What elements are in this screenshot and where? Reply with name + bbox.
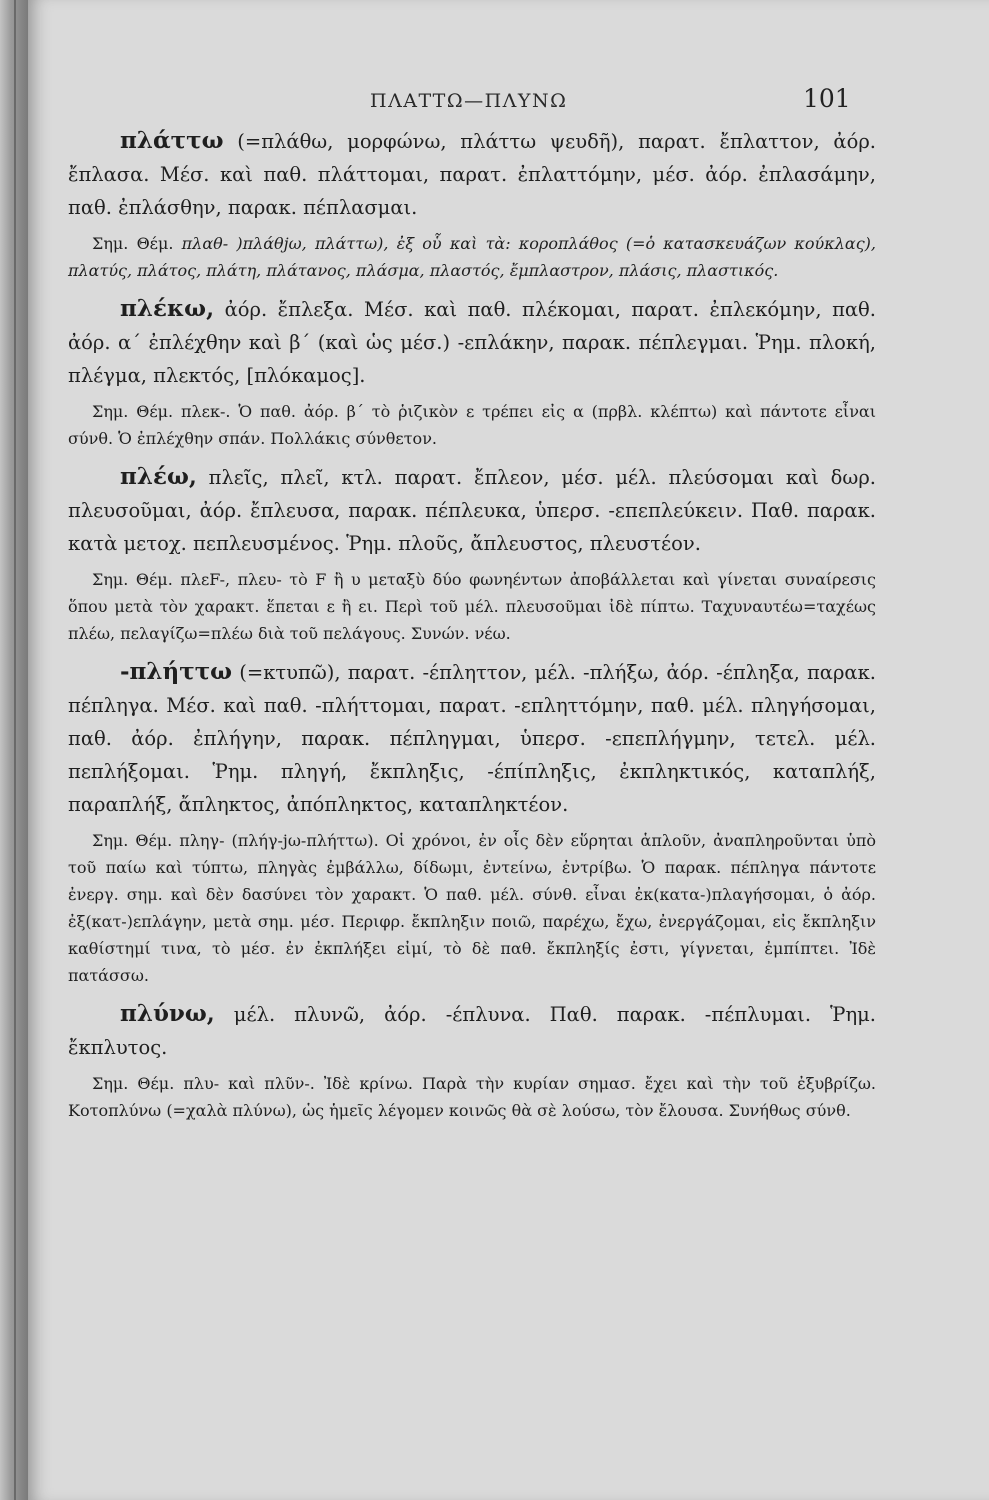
note-text: πληγ- (πλήγ-jω-πλήττω). Οἱ χρόνοι, ἐν οἷς δὲν εὕρηται ἁπλοῦν, ἀναπληροῦνται ὑπὸ τοῦ παίω καὶ τύπτω, πληγὰς ἐμβάλλω, δίδωμι, ἐντείνω, ἐντρίβω. Ὁ παρακ. πέπληγα πάντοτε ἐνεργ. σημ. καὶ δὲν δασύνει τὸν χαρακτ. Ὁ παθ. μέλ. σύνθ. εἶναι ἐκ(κατα-)πλαγήσομαι, ὁ ἀόρ. ἐξ(κατ-)επλάγην, μετὰ σημ. μέσ. Περιφρ. ἔκπληξιν ποιῶ, παρέχω, ἔχω, ἐνεργάζομαι, εἰς ἔκπληξιν καθίστημί τινα, τὸ μέσ. ἐν ἐκπλήξει εἰμί, τὸ δὲ παθ. ἔκπληξίς ἐστι, γίγνεται, ἐμπίπτει. Ἰδὲ πατάσσω. bbox=[68, 831, 876, 985]
note-label: Σημ. Θέμ. bbox=[92, 570, 181, 589]
entry-text: ἀόρ. ἔπλεξα. Μέσ. καὶ παθ. πλέκομαι, παρατ. ἐπλεκόμην, παθ. ἀόρ. α΄ ἐπλέχθην καὶ β΄ (καὶ ὡς μέσ.) -επλάκην, παρακ. πέπλεγμαι. Ῥημ. πλοκή, πλέγμα, πλεκτός, [πλόκαμος]. bbox=[68, 298, 876, 387]
entry-plattw bbox=[68, 124, 876, 224]
headword: πλέω, bbox=[120, 463, 197, 490]
note-text: πλυ- καὶ πλῦν-. Ἰδὲ κρίνω. Παρὰ τὴν κυρίαν σημασ. ἔχει καὶ τὴν τοῦ ἐξυβρίζω. Κοτοπλύνω (=χαλὰ πλύνω), ὡς ἡμεῖς λέγομεν κοινῶς θὰ σὲ λούσω, τὸν ἔλουσα. Συνήθως σύνθ. bbox=[68, 1074, 877, 1120]
entry-plynw bbox=[68, 997, 876, 1064]
entry-text: μέλ. πλυνῶ, ἀόρ. -έπλυνα. Παθ. παρακ. -πέπλυμαι. Ῥημ. ἔκπλυτος. bbox=[68, 1003, 876, 1059]
note-text: πλεκ-. Ὁ παθ. ἀόρ. β΄ τὸ ῥιζικὸν ε τρέπει εἰς α (πρβλ. κλέπτω) καὶ πάντοτε εἶναι σύνθ. Ὁ ἐπλέχθην σπάν. Πολλάκις σύνθετον. bbox=[68, 402, 876, 448]
headword: πλύνω, bbox=[120, 1000, 215, 1027]
entry-text: (=κτυπῶ), παρατ. -έπληττον, μέλ. -πλήξω, ἀόρ. -έπληξα, παρακ. πέπληγα. Μέσ. καὶ παθ. -πλήττομαι, παρατ. -επληττόμην, παθ. μέλ. πληγήσομαι, παθ. ἀόρ. ἐπλήγην, παρακ. πέπληγμαι, ὑπερσ. -επεπλήγμην, τετελ. μέλ. πεπλήξομαι. Ῥημ. πληγή, ἔκπληξις, -έπίπληξις, ἐκπληκτικός, καταπλήξ, παραπλήξ, ἄπληκτος, ἀπόπληκτος, καταπληκτέον. bbox=[68, 661, 876, 816]
entry-plew bbox=[68, 460, 876, 560]
headword: πλέκω, bbox=[120, 295, 215, 322]
note-plekw bbox=[68, 398, 876, 452]
headword: -πλήττω bbox=[120, 658, 233, 685]
dictionary-content bbox=[68, 124, 876, 1132]
running-title: ΠΛΑΤΤΩ—ΠΛΥΝΩ bbox=[370, 90, 568, 112]
note-text: πλεF-, πλευ- τὸ F ἢ υ μεταξὺ δύο φωνηέντων ἀποβάλλεται καὶ γίνεται συναίρεσις ὅπου μετὰ τὸν χαρακτ. ἕπεται ε ἢ ει. Περὶ τοῦ μέλ. πλευσοῦμαι ἰδὲ πίπτω. Ταχυναυτέω=ταχέως πλέω, πελαγίζω=πλέω διὰ τοῦ πελάγους. Συνών. νέω. bbox=[68, 570, 877, 643]
page-number: 101 bbox=[803, 84, 851, 113]
headword: πλάττω bbox=[120, 127, 224, 154]
note-text: πλαθ- )πλάθjω, πλάττω), ἐξ οὗ καὶ τὰ: κοροπλάθος (=ὁ κατασκευάζων κούκλας), πλατύς, πλάτος, πλάτη, πλάτανος, πλάσμα, πλαστός, ἔμπλαστρον, πλάσις, πλαστικός. bbox=[68, 234, 877, 280]
note-plattw bbox=[68, 230, 876, 284]
spine-line bbox=[14, 0, 16, 1500]
note-plynw bbox=[68, 1070, 876, 1124]
note-label: Σημ. Θέμ. bbox=[92, 234, 182, 253]
entry-text: πλεῖς, πλεῖ, κτλ. παρατ. ἔπλεον, μέσ. μέλ. πλεύσομαι καὶ δωρ. πλευσοῦμαι, ἀόρ. ἔπλευσα, παρακ. πέπλευκα, ὑπερσ. -επεπλεύκειν. Παθ. παρακ. κατὰ μετοχ. πεπλευσμένος. Ῥημ. πλοῦς, ἄπλευστος, πλευστέον. bbox=[68, 466, 876, 555]
note-plew bbox=[68, 566, 876, 647]
note-label: Σημ. Θέμ. bbox=[92, 831, 180, 850]
entry-plekw bbox=[68, 292, 876, 392]
note-label: Σημ. Θέμ. bbox=[92, 1074, 184, 1093]
note-plhttw bbox=[68, 827, 876, 989]
entry-text: (=πλάθω, μορφώνω, πλάττω ψευδῆ), παρατ. ἔπλαττον, ἀόρ. ἔπλασα. Μέσ. καὶ παθ. πλάττομαι, παρατ. ἐπλαττόμην, μέσ. ἀόρ. ἐπλασάμην, παθ. ἐπλάσθην, παρακ. πέπλασμαι. bbox=[68, 130, 876, 219]
book-page bbox=[28, 0, 989, 1500]
note-label: Σημ. Θέμ. bbox=[92, 402, 182, 421]
page-header bbox=[28, 86, 989, 122]
entry-plhttw bbox=[68, 655, 876, 821]
